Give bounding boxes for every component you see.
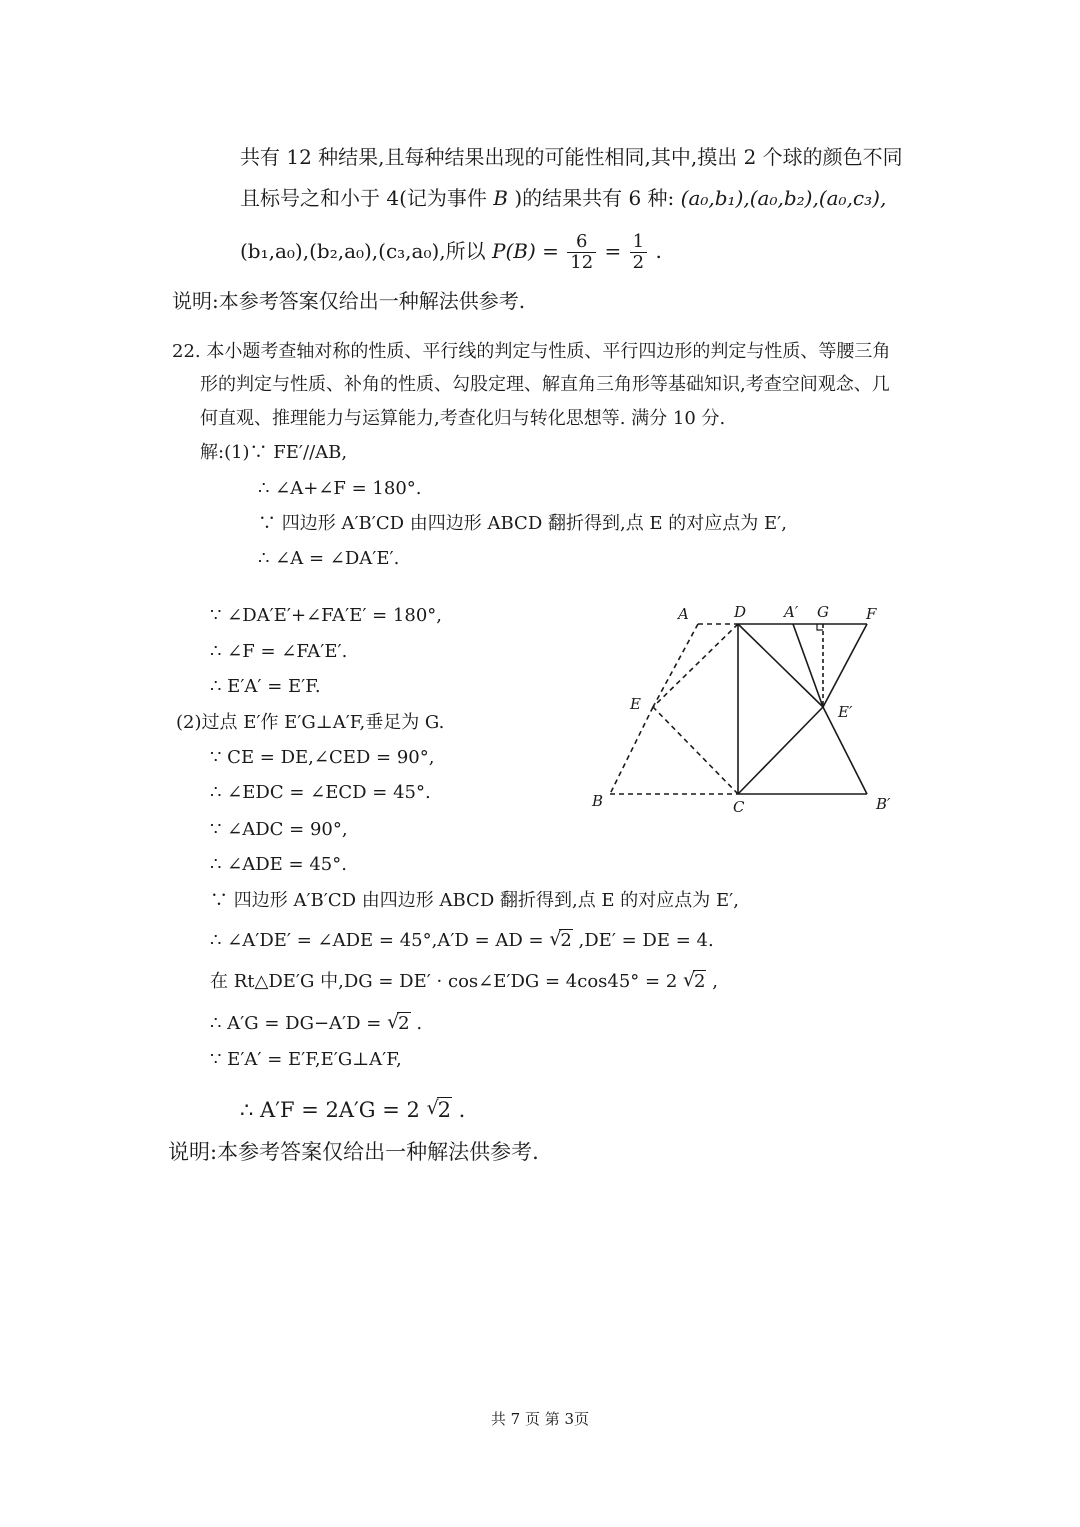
outcome-list-1: (a₀,b₁),(a₀,b₂),(a₀,c₃),: [680, 186, 887, 210]
note-1: 说明:本参考答案仅给出一种解法供参考.: [172, 289, 526, 313]
fraction-1-2: [630, 232, 647, 273]
solution-step-16: [210, 1012, 422, 1036]
event-b: B: [493, 186, 508, 210]
p21-line-3: [240, 232, 662, 273]
fraction-numerator: 6: [567, 232, 596, 253]
step-14-a: ∴ ∠A′DE′ = ∠ADE = 45°,A′D = AD =: [210, 930, 544, 951]
edge-AE: [653, 624, 698, 707]
page-footer: 共 7 页 第 3页: [490, 1410, 590, 1428]
solution-step-1: 解:(1)∵ FE′//AB,: [200, 442, 348, 463]
solution-step-11: ∵ ∠ADC = 90°,: [210, 819, 348, 840]
radicand: 2: [437, 1098, 451, 1122]
solution-step-5: ∵ ∠DA′E′+∠FA′E′ = 180°,: [210, 605, 443, 626]
edge-D-E-prime: [738, 624, 823, 707]
sqrt-2: √ 2: [387, 1011, 410, 1034]
solution-step-18: [240, 1098, 465, 1122]
p21-line-3-a: (b₁,a₀),(b₂,a₀),(c₃,a₀),所以: [240, 239, 486, 263]
fraction-6-12: [567, 232, 596, 273]
label-A: A: [678, 605, 689, 623]
p22-intro-2: 形的判定与性质、补角的性质、勾股定理、解直角三角形等基础知识,考查空间观念、几: [200, 374, 890, 395]
label-E: E: [630, 695, 641, 713]
p22-intro-1: 22. 本小题考查轴对称的性质、平行线的判定与性质、平行四边形的判定与性质、等腰三角: [172, 341, 891, 362]
geometry-figure: [580, 595, 900, 825]
solution-step-6: ∴ ∠F = ∠FA′E′.: [210, 641, 348, 662]
fraction-denominator: 2: [632, 252, 645, 273]
label-B: B: [592, 792, 604, 810]
solution-step-9: ∵ CE = DE,∠CED = 90°,: [210, 747, 435, 768]
radicand: 2: [560, 930, 572, 951]
p21-line-1: 共有 12 种结果,且每种结果出现的可能性相同,其中,摸出 2 个球的颜色不同: [240, 145, 903, 169]
p21-line-2-c: )的结果共有 6 种:: [514, 186, 675, 210]
label-E-prime: E′: [838, 703, 853, 721]
radicand: 2: [694, 971, 706, 992]
step-14-c: ,DE′ = DE = 4.: [578, 930, 714, 951]
note-2: 说明:本参考答案仅给出一种解法供参考.: [168, 1140, 539, 1164]
solution-part-2: (2)过点 E′作 E′G⊥A′F,垂足为 G.: [176, 712, 445, 733]
solution-step-14: [210, 929, 714, 953]
right-angle-mark: [817, 624, 823, 630]
label-C: C: [733, 798, 745, 816]
edge-EB: [610, 707, 653, 794]
step-18-c: .: [458, 1098, 466, 1122]
solution-step-2: ∴ ∠A+∠F = 180°.: [258, 478, 422, 499]
period: .: [655, 239, 662, 263]
p22-intro-3: 何直观、推理能力与运算能力,考查化归与转化思想等. 满分 10 分.: [200, 408, 726, 429]
probability-expr: P(B) =: [492, 239, 559, 263]
edge-A-prime-E-prime: [793, 624, 823, 707]
fraction-denominator: 12: [570, 252, 594, 273]
label-B-prime: B′: [876, 795, 891, 813]
p21-line-2-a: 且标号之和小于 4(记为事件: [240, 186, 487, 210]
step-15-a: 在 Rt△DE′G 中,DG = DE′ · cos∠E′DG = 4cos45° = 2: [210, 971, 678, 992]
edge-CE: [653, 707, 738, 794]
solution-step-17: ∵ E′A′ = E′F,E′G⊥A′F,: [210, 1049, 402, 1070]
equals-sign: =: [604, 239, 622, 263]
label-D: D: [734, 603, 747, 621]
label-G: G: [817, 603, 829, 621]
p21-line-2: [240, 186, 886, 210]
label-F: F: [866, 605, 877, 623]
step-15-c: ,: [712, 971, 718, 992]
solution-step-7: ∴ E′A′ = E′F.: [210, 676, 321, 697]
solution-step-3: ∵ 四边形 A′B′CD 由四边形 ABCD 翻折得到,点 E 的对应点为 E′,: [258, 513, 787, 534]
sqrt-2: √ 2: [426, 1097, 451, 1122]
edge-F-B-prime: [823, 624, 867, 707]
sqrt-2: √ 2: [683, 969, 706, 992]
label-A-prime: A′: [784, 603, 799, 621]
edge-C-E-prime: [738, 707, 823, 794]
solution-step-4: ∴ ∠A = ∠DA′E′.: [258, 548, 400, 569]
solution-step-15: [210, 970, 718, 994]
sqrt-2: √ 2: [549, 928, 572, 951]
step-16-a: ∴ A′G = DG−A′D =: [210, 1013, 382, 1034]
solution-step-12: ∴ ∠ADE = 45°.: [210, 854, 347, 875]
edge-DE: [653, 624, 738, 707]
solution-step-10: ∴ ∠EDC = ∠ECD = 45°.: [210, 782, 431, 803]
solution-step-13: ∵ 四边形 A′B′CD 由四边形 ABCD 翻折得到,点 E 的对应点为 E′,: [210, 890, 739, 911]
step-18-a: ∴ A′F = 2A′G = 2: [240, 1098, 420, 1122]
step-16-c: .: [416, 1013, 423, 1034]
radicand: 2: [398, 1013, 410, 1034]
fraction-numerator: 1: [630, 232, 647, 253]
